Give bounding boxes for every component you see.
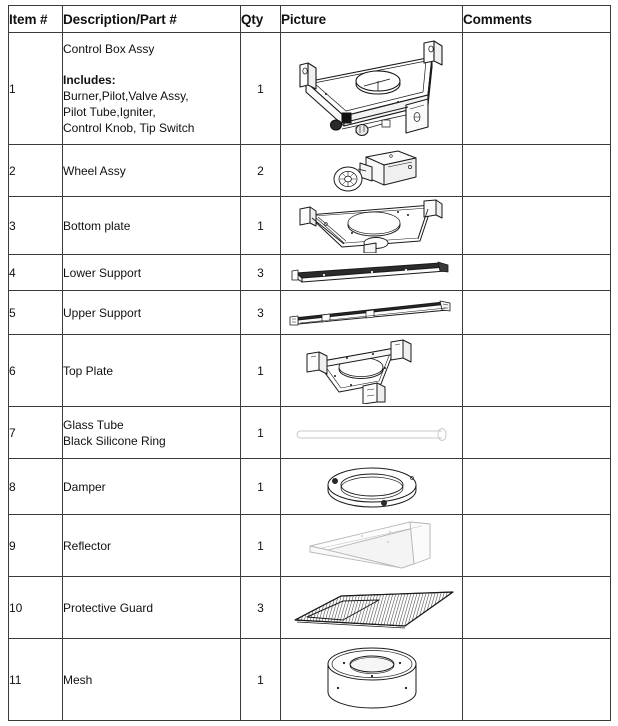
item-picture [281,639,463,721]
table-row [9,33,611,145]
item-comments[interactable] [463,335,611,407]
header-description: Description/Part # [63,6,241,33]
table-row [9,255,611,291]
item-number: 2 [9,145,63,197]
item-number: 5 [9,291,63,335]
item-qty: 1 [241,335,281,407]
description-line: Black Silicone Ring [63,433,166,448]
top-plate-illustration [281,338,462,404]
item-description [63,33,241,145]
item-description: Wheel Assy [63,145,241,197]
item-description: Top Plate [63,335,241,407]
description-title: Control Box Assy [63,42,155,56]
item-description: Reflector [63,515,241,577]
includes-label: Includes: [63,73,116,87]
item-qty: 2 [241,145,281,197]
item-number: 8 [9,459,63,515]
item-description: Lower Support [63,255,241,291]
upper-support-illustration [281,298,462,328]
glass-tube-illustration [281,418,462,448]
parts-list-table [8,5,611,721]
item-comments[interactable] [463,291,611,335]
includes-line: Control Knob, Tip Switch [63,121,195,135]
item-qty: 3 [241,255,281,291]
item-number: 4 [9,255,63,291]
table-row [9,197,611,255]
header-comments: Comments [463,6,611,33]
table-row [9,639,611,721]
item-picture [281,577,463,639]
table-row [9,515,611,577]
header-item: Item # [9,6,63,33]
table-row [9,145,611,197]
item-description: Damper [63,459,241,515]
item-picture [281,459,463,515]
item-comments[interactable] [463,515,611,577]
item-qty: 3 [241,291,281,335]
item-number: 7 [9,407,63,459]
table-row [9,577,611,639]
item-description: Mesh [63,639,241,721]
control-box-assy-illustration [281,37,462,141]
item-qty: 1 [241,197,281,255]
lower-support-illustration [281,260,462,286]
item-comments[interactable] [463,255,611,291]
item-picture [281,197,463,255]
header-qty: Qty [241,6,281,33]
mesh-illustration [281,644,462,716]
wheel-assy-illustration [281,147,462,195]
table-header-row [9,6,611,33]
item-comments[interactable] [463,145,611,197]
item-number: 11 [9,639,63,721]
description-line: Glass Tube [63,417,124,432]
item-number: 6 [9,335,63,407]
item-picture [281,335,463,407]
protective-guard-illustration [281,582,462,634]
item-qty: 1 [241,515,281,577]
item-picture [281,407,463,459]
item-description: Bottom plate [63,197,241,255]
bottom-plate-illustration [281,199,462,253]
table-row [9,291,611,335]
item-qty: 1 [241,639,281,721]
item-comments[interactable] [463,577,611,639]
item-description: Upper Support [63,291,241,335]
item-comments[interactable] [463,197,611,255]
item-comments[interactable] [463,407,611,459]
table-row [9,335,611,407]
item-qty: 3 [241,577,281,639]
item-number: 1 [9,33,63,145]
item-picture [281,291,463,335]
item-picture [281,33,463,145]
item-comments[interactable] [463,33,611,145]
item-picture [281,145,463,197]
table-row [9,459,611,515]
table-row [9,407,611,459]
item-picture [281,515,463,577]
item-number: 3 [9,197,63,255]
item-number: 10 [9,577,63,639]
item-description: Protective Guard [63,577,241,639]
includes-line: Pilot Tube,Igniter, [63,105,156,119]
item-picture [281,255,463,291]
reflector-illustration [281,518,462,574]
item-qty: 1 [241,459,281,515]
item-comments[interactable] [463,639,611,721]
damper-illustration [281,462,462,512]
item-comments[interactable] [463,459,611,515]
item-number: 9 [9,515,63,577]
item-description [63,407,241,459]
item-qty: 1 [241,407,281,459]
description-spacer [63,57,240,72]
item-qty: 1 [241,33,281,145]
header-picture: Picture [281,6,463,33]
includes-line: Burner,Pilot,Valve Assy, [63,89,189,103]
